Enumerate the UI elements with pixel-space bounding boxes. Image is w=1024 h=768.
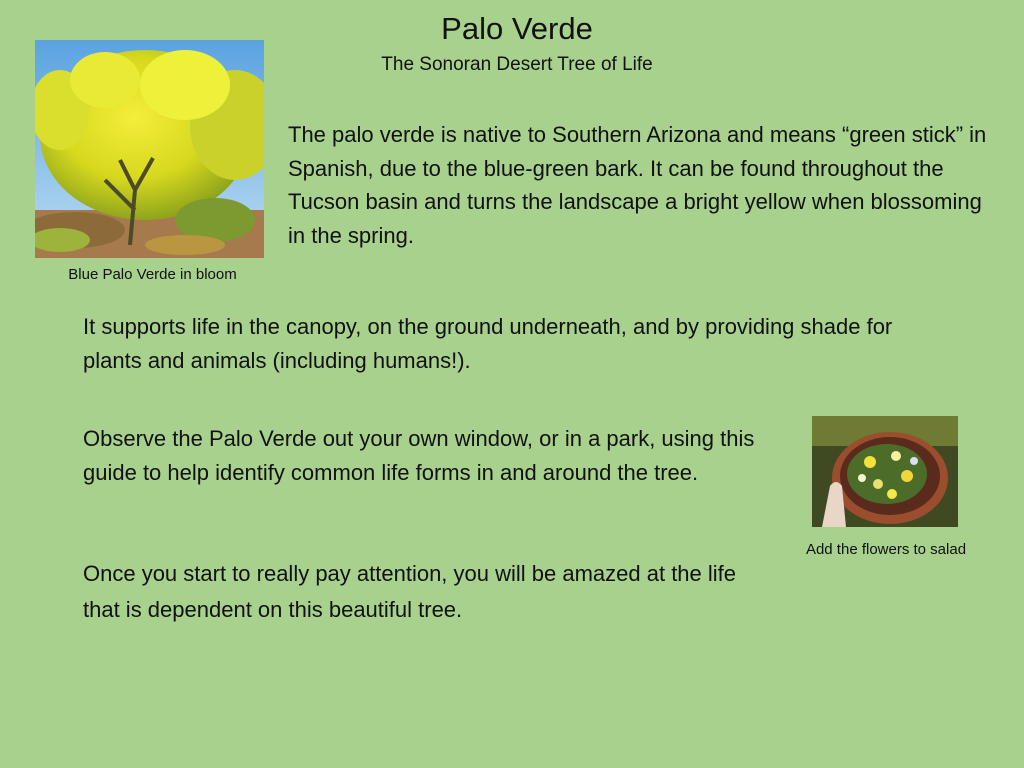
- palo-verde-tree-illustration: [35, 40, 264, 258]
- page-title: Palo Verde: [441, 11, 593, 46]
- observe-paragraph: Observe the Palo Verde out your own window, or in a park, using this guide to help identify common life forms in and around the tree.: [83, 426, 755, 485]
- flower-salad-bowl-illustration: [812, 416, 958, 527]
- palo-verde-photo-caption: Blue Palo Verde in bloom: [68, 266, 237, 283]
- support-paragraph: It supports life in the canopy, on the ground underneath, and by providing shade for plants and animals (including humans!).: [83, 314, 893, 373]
- intro-paragraph: The palo verde is native to Southern Arizona and means “green stick” in Spanish, due to the blue-green bark. It can be found throughout the Tucson basin and turns the landscape a bright yellow when blossoming in the spring.: [288, 122, 987, 248]
- flower-salad-photo: [812, 416, 958, 527]
- attention-paragraph: Once you start to really pay attention, you will be amazed at the life that is dependent on this beautiful tree.: [83, 561, 737, 622]
- palo-verde-photo: [35, 40, 264, 258]
- page-subtitle: The Sonoran Desert Tree of Life: [381, 54, 653, 75]
- flower-salad-photo-caption: Add the flowers to salad: [805, 541, 967, 558]
